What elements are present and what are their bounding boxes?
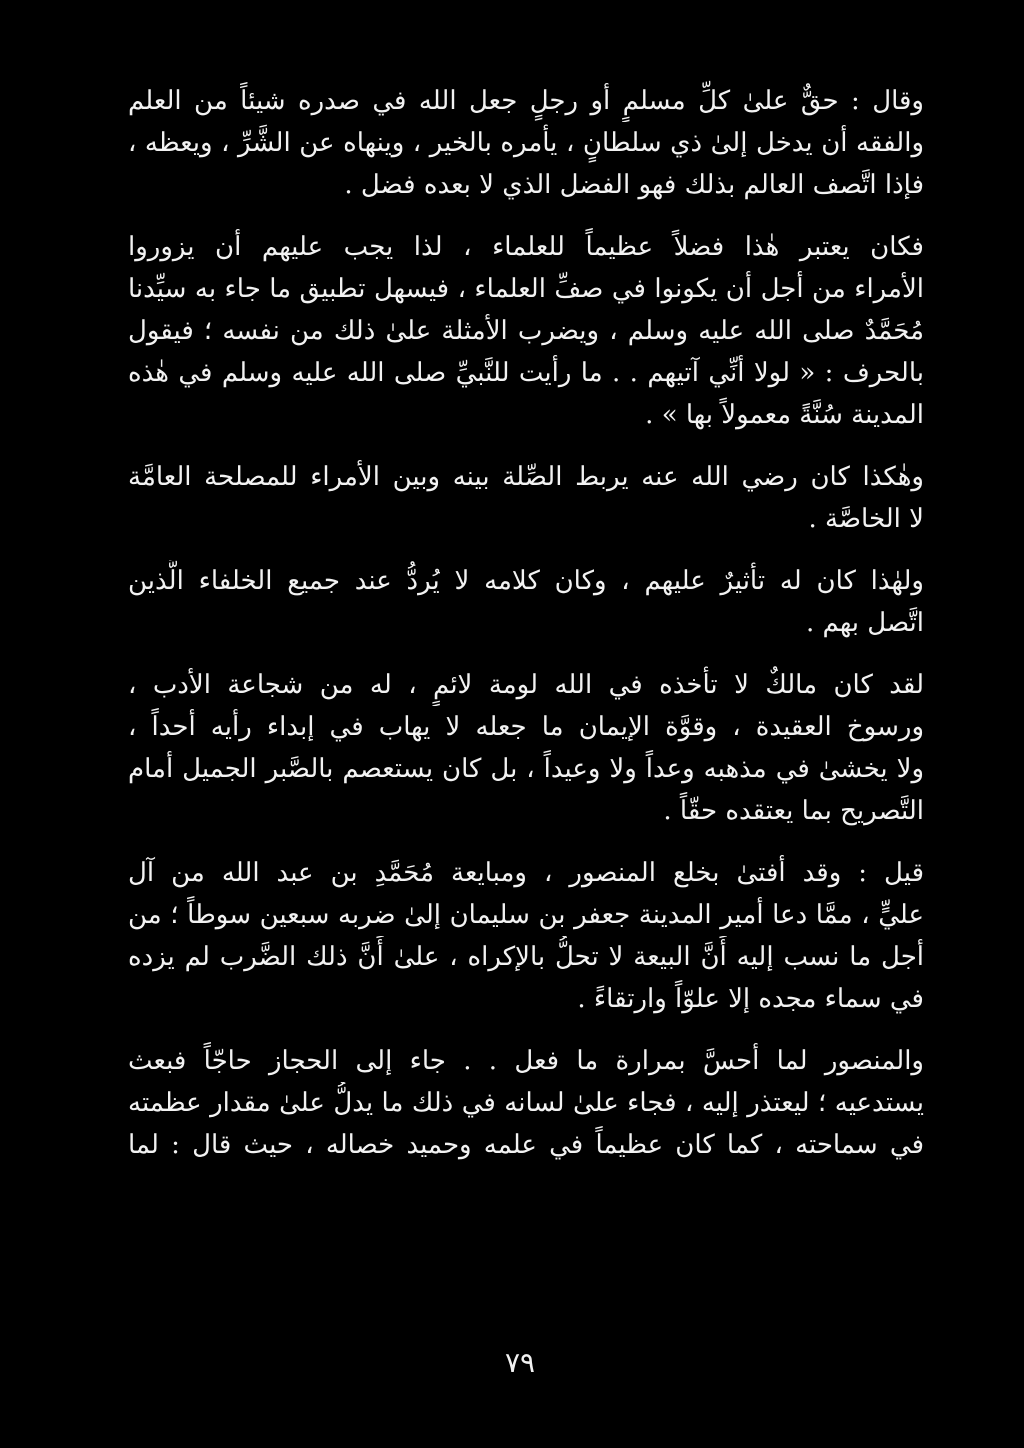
text-line: لقد كان مالكٌ لا تأخذه في الله لومة لائمٍ ، له من شجاعة الأدب ،	[128, 670, 924, 700]
text-line: وهٰكذا كان رضي الله عنه يربط الصِّلة بينه وبين الأمراء للمصلحة العامَّة	[128, 462, 924, 492]
text-line: وقال : حقٌّ علىٰ كلِّ مسلمٍ أو رجلٍ جعل الله في صدره شيئاً من العلم	[128, 86, 924, 116]
text-line: المدينة سُنَّةً معمولاً بها » .	[645, 400, 924, 430]
paragraph-4	[128, 560, 924, 644]
text-line: أجل ما نسب إليه أَنَّ البيعة لا تحلُّ بالإكراه ، علىٰ أَنَّ ذلك الضَّرب لم يزده	[128, 942, 924, 972]
paragraph-3	[128, 456, 924, 540]
text-line: قيل : وقد أفتىٰ بخلع المنصور ، ومبايعة مُحَمَّدِ بن عبد الله من آل	[128, 858, 924, 888]
text-line: بالحرف : « لولا أنِّي آتيهم . . ما رأيت للنَّبيِّ صلى الله عليه وسلم في هٰذه	[128, 358, 924, 388]
text-line: ورسوخ العقيدة ، وقوَّة الإيمان ما جعله لا يهاب في إبداء رأيه أحداً ،	[128, 712, 924, 742]
text-line: فإذا اتَّصف العالم بذلك فهو الفضل الذي لا بعده فضل .	[344, 170, 924, 200]
paragraph-7	[128, 1040, 924, 1166]
body-text	[128, 80, 924, 1186]
paragraph-1	[128, 80, 924, 206]
text-line: اتَّصل بهم .	[805, 608, 924, 638]
text-line: لا الخاصَّة .	[808, 504, 924, 534]
text-line: ولا يخشىٰ في مذهبه وعداً ولا وعيداً ، بل كان يستعصم بالصَّبر الجميل أمام	[128, 754, 924, 784]
text-line: يستدعيه ؛ ليعتذر إليه ، فجاء علىٰ لسانه في ذلك ما يدلُّ علىٰ مقدار عظمته	[128, 1088, 924, 1118]
text-line: ولهٰذا كان له تأثيرٌ عليهم ، وكان كلامه لا يُردُّ عند جميع الخلفاء الَّذين	[128, 566, 924, 596]
text-line: الأمراء من أجل أن يكونوا في صفِّ العلماء ، فيسهل تطبيق ما جاء به سيِّدنا	[128, 274, 924, 304]
text-line: عليٍّ ، ممَّا دعا أمير المدينة جعفر بن سليمان إلىٰ ضربه سبعين سوطاً ؛ من	[128, 900, 924, 930]
text-line: في سماء مجده إلا علوّاً وارتقاءً .	[577, 984, 924, 1014]
paragraph-2	[128, 226, 924, 436]
text-line: في سماحته ، كما كان عظيماً في علمه وحميد خصاله ، حيث قال : لما	[128, 1130, 924, 1160]
text-line: التَّصريح بما يعتقده حقّاً .	[663, 796, 924, 826]
text-line: فكان يعتبر هٰذا فضلاً عظيماً للعلماء ، لذا يجب عليهم أن يزوروا	[128, 232, 924, 262]
text-line: والفقه أن يدخل إلىٰ ذي سلطانٍ ، يأمره بالخير ، وينهاه عن الشَّرِّ ، ويعظه ،	[128, 128, 924, 158]
paragraph-6	[128, 852, 924, 1020]
paragraph-5	[128, 664, 924, 832]
page-number: ٧٩	[504, 1346, 536, 1379]
text-line: والمنصور لما أحسَّ بمرارة ما فعل . . جاء إلى الحجاز حاجّاً فبعث	[128, 1046, 924, 1076]
text-line: مُحَمَّدٌ صلى الله عليه وسلم ، ويضرب الأمثلة علىٰ ذلك من نفسه ؛ فيقول	[128, 316, 924, 346]
